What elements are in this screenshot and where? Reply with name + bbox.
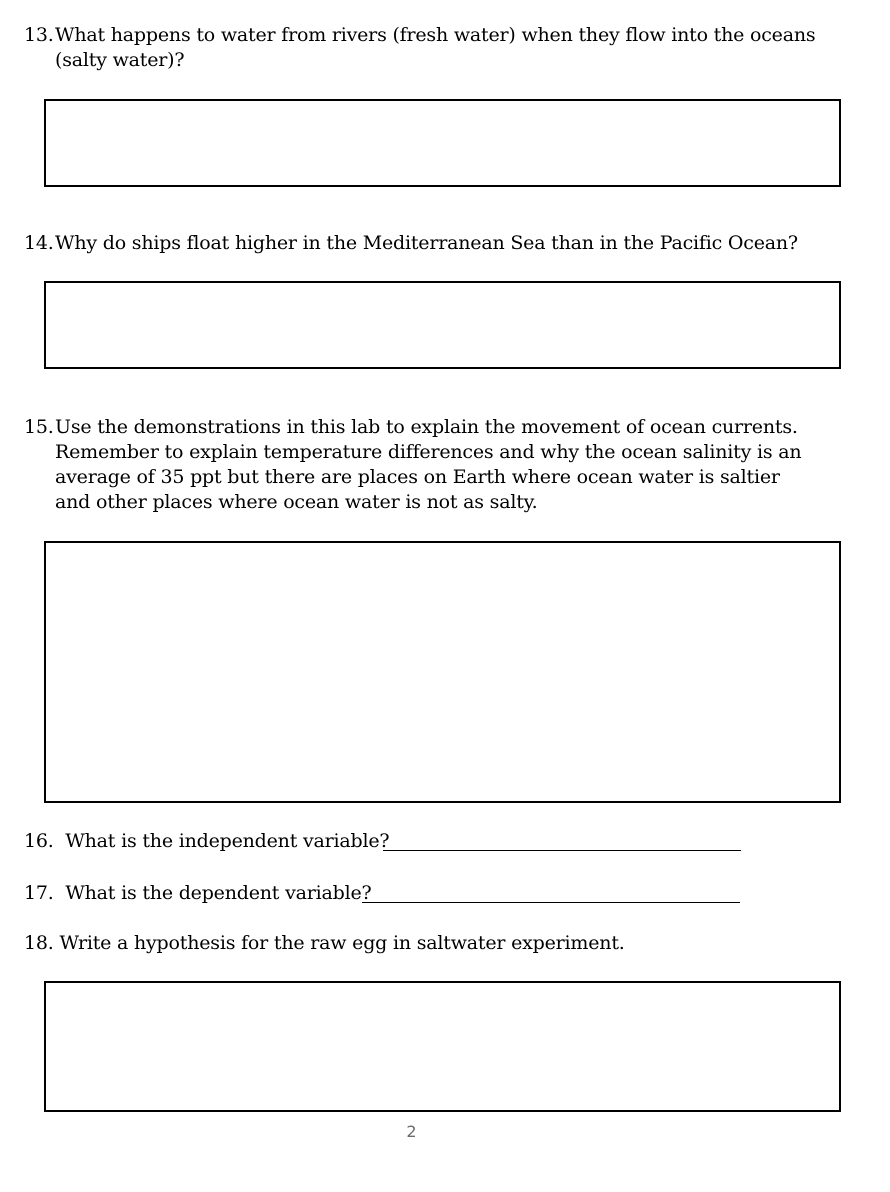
question-13 <box>24 23 824 73</box>
question-16-number: 16. <box>24 830 54 852</box>
answer-box-13[interactable] <box>44 99 841 187</box>
answer-line-16[interactable] <box>383 850 741 851</box>
answer-box-15[interactable] <box>44 541 841 803</box>
question-18 <box>24 931 625 956</box>
question-17-number: 17. <box>24 882 54 904</box>
question-14 <box>24 231 824 256</box>
question-14-text: Why do ships float higher in the Mediterranean Sea than in the Pacific Ocean? <box>55 232 798 254</box>
answer-box-14[interactable] <box>44 281 841 369</box>
question-18-text: Write a hypothesis for the raw egg in saltwater experiment. <box>59 932 625 954</box>
question-16-text: What is the independent variable? <box>65 830 390 852</box>
question-15-text: Use the demonstrations in this lab to explain the movement of ocean currents. Remember to explain temperature differences and why the ocean salinity is an average of 35 ppt but there are places on Earth where ocean water is saltier and other places where ocean water is not as salty. <box>55 416 802 513</box>
question-17-text: What is the dependent variable? <box>65 882 372 904</box>
question-14-number: 14. <box>24 232 54 254</box>
question-13-number: 13. <box>24 24 54 46</box>
answer-line-17[interactable] <box>362 902 740 903</box>
question-17 <box>24 881 372 906</box>
page-number: 2 <box>406 1122 417 1141</box>
question-18-number: 18. <box>24 932 54 954</box>
question-15 <box>24 415 814 515</box>
answer-box-18[interactable] <box>44 981 841 1112</box>
question-13-text: What happens to water from rivers (fresh water) when they flow into the oceans (salty water)? <box>55 24 816 71</box>
question-16 <box>24 829 389 854</box>
question-15-number: 15. <box>24 416 54 438</box>
